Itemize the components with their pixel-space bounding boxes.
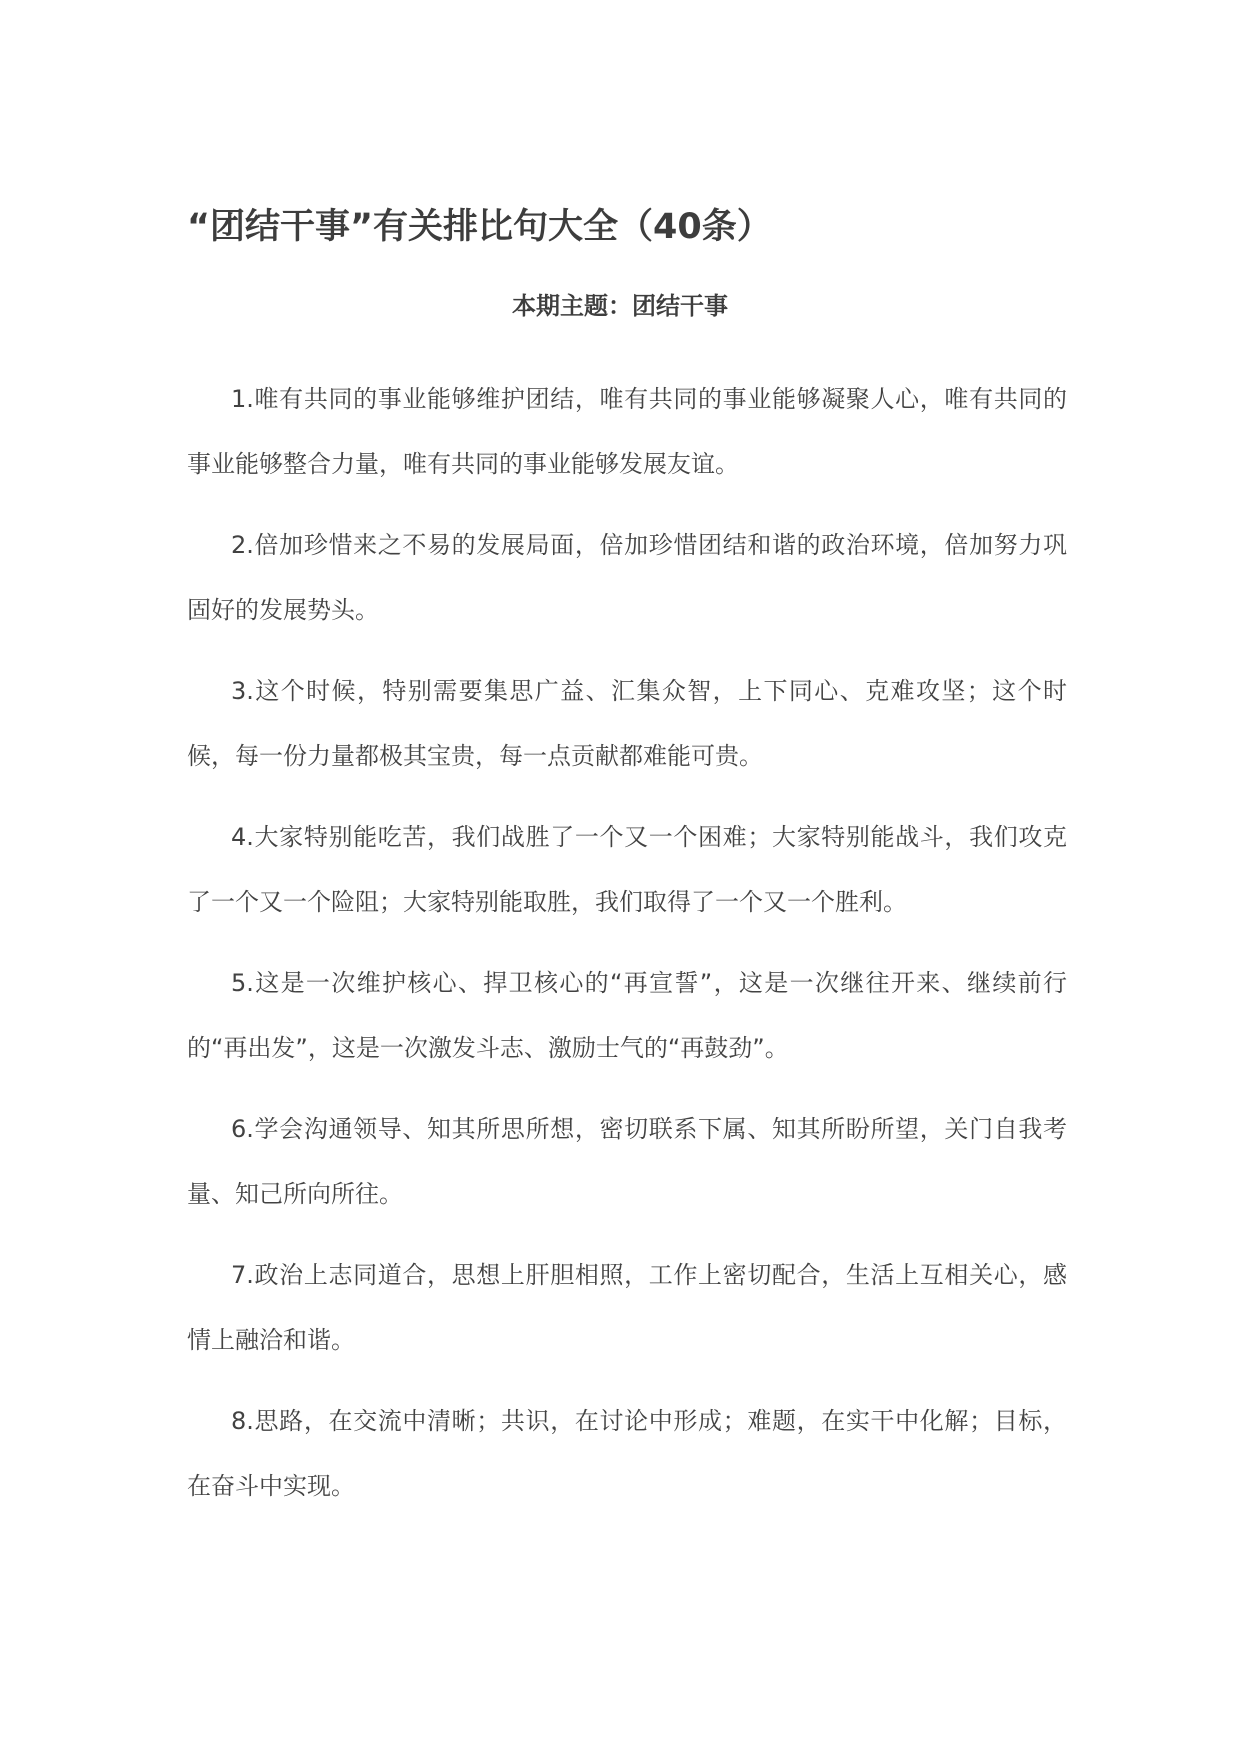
- document-subtitle: 本期主题：团结干事: [512, 292, 728, 320]
- sentence-item: 2.倍加珍惜来之不易的发展局面，倍加珍惜团结和谐的政治环境，倍加努力巩固好的发展势头。: [187, 531, 1067, 624]
- sentence-item: 3.这个时候，特别需要集思广益、汇集众智，上下同心、克难攻坚；这个时候，每一份力量都极其宝贵，每一点贡献都难能可贵。: [187, 677, 1067, 770]
- sentence-item: 6.学会沟通领导、知其所思所想，密切联系下属、知其所盼所望，关门自我考量、知己所向所往。: [187, 1115, 1067, 1208]
- sentence-item: 4.大家特别能吃苦，我们战胜了一个又一个困难；大家特别能战斗，我们攻克了一个又一个险阻；大家特别能取胜，我们取得了一个又一个胜利。: [187, 823, 1067, 916]
- sentence-item: 5.这是一次维护核心、捍卫核心的“再宣誓”，这是一次继往开来、继续前行的“再出发”，这是一次激发斗志、激励士气的“再鼓劲”。: [187, 969, 1067, 1062]
- sentence-item: 7.政治上志同道合，思想上肝胆相照，工作上密切配合，生活上互相关心，感情上融洽和谐。: [187, 1261, 1067, 1354]
- document-title: “团结干事”有关排比句大全（40条）: [187, 207, 772, 247]
- sentence-item: 8.思路，在交流中清晰；共识，在讨论中形成；难题，在实干中化解；目标，在奋斗中实现。: [187, 1407, 1067, 1500]
- sentence-item: 1.唯有共同的事业能够维护团结，唯有共同的事业能够凝聚人心，唯有共同的事业能够整合力量，唯有共同的事业能够发展友谊。: [187, 385, 1067, 478]
- sentence-list: [187, 367, 1067, 1535]
